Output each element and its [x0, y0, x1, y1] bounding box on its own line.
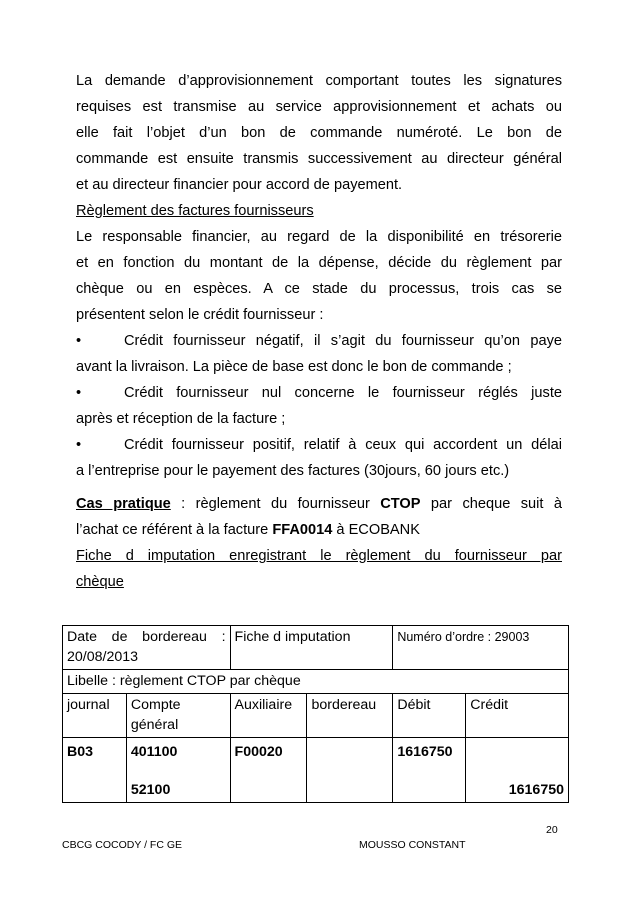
heading-text: Règlement des factures fournisseurs: [76, 203, 314, 219]
document-body: [76, 68, 562, 595]
text-line: commande est ensuite transmis successivement au directeur général: [76, 151, 562, 167]
date-value: 20/08/2013: [67, 649, 139, 665]
debit-cell: 1616750: [393, 738, 466, 803]
invoice-number: FFA0014: [272, 522, 333, 538]
list-item-continuation: a l’entreprise pour le payement des factures (30jours, 60 jours etc.): [76, 463, 510, 479]
text-line: requises est transmise au service approvisionnement et achats ou: [76, 99, 562, 115]
text-line: La demande d’approvisionnement comportant toutes les signatures: [76, 73, 562, 89]
text-line: présentent selon le crédit fournisseur :: [76, 307, 324, 323]
text-line: l’achat ce référent à la facture FFA0014 à ECOBANK: [76, 522, 420, 538]
table-row: [63, 738, 569, 803]
bullet-icon: •: [76, 385, 82, 401]
list-item: • Crédit fournisseur positif, relatif à ceux qui accordent un délai: [76, 432, 562, 458]
text-line: Cas pratique : règlement du fournisseur CTOP par cheque suit à: [76, 496, 562, 512]
text-line: elle fait l’objet d’un bon de commande numéroté. Le bon de: [76, 125, 562, 141]
section-heading-fiche: [76, 543, 562, 595]
text-line: chèque ou en espèces. A ce stade du processus, trois cas se: [76, 281, 562, 297]
auxiliaire-cell: F00020: [230, 738, 307, 803]
supplier-name: CTOP: [380, 496, 421, 512]
bullet-icon: •: [76, 437, 82, 453]
list-item-continuation: après et réception de la facture ;: [76, 411, 286, 427]
fiche-title-cell: Fiche d imputation: [230, 626, 393, 670]
date-label: Date de bordereau :: [67, 629, 226, 645]
list-item: • Crédit fournisseur négatif, il s’agit du fournisseur qu’on paye: [76, 328, 562, 354]
footer-institution: CBCG COCODY / FC GE: [62, 839, 182, 851]
page-number: 20: [546, 824, 558, 836]
bullet-list: [76, 328, 562, 484]
list-item: • Crédit fournisseur nul concerne le fournisseur réglés juste: [76, 380, 562, 406]
paragraph-responsable-financier: [76, 224, 562, 328]
text-line: et au directeur financier pour accord de payement.: [76, 177, 403, 193]
text-line: Le responsable financier, au regard de la disponibilité en trésorerie: [76, 229, 562, 245]
list-item-continuation: avant la livraison. La pièce de base est donc le bon de commande ;: [76, 359, 512, 375]
compte-cell: 401100 52100: [126, 738, 230, 803]
column-header: journal: [63, 694, 127, 738]
bullet-icon: •: [76, 333, 82, 349]
heading-line: chèque: [76, 574, 124, 590]
heading-line: Fiche d imputation enregistrant le règlement du fournisseur par: [76, 548, 562, 564]
libelle-row: [63, 670, 569, 694]
bordereau-cell: [307, 738, 393, 803]
imputation-table: [62, 625, 569, 803]
cas-pratique-label: Cas pratique: [76, 496, 171, 512]
paragraph-approvisionnement: [76, 68, 562, 198]
column-header: Crédit: [466, 694, 569, 738]
column-header: Débit: [393, 694, 466, 738]
journal-cell: B03: [63, 738, 127, 803]
section-heading-reglement: [76, 198, 562, 224]
text-line: et en fonction du montant de la dépense, décide du règlement par: [76, 255, 562, 271]
paragraph-cas-pratique: [76, 491, 562, 543]
credit-cell: 1616750: [466, 738, 569, 803]
date-bordereau-cell: [63, 626, 231, 670]
libelle-cell: Libelle : règlement CTOP par chèque: [63, 670, 569, 694]
column-header-row: [63, 694, 569, 738]
column-header: Auxiliaire: [230, 694, 307, 738]
table-header-row: [63, 626, 569, 670]
order-number-cell: Numéro d’ordre : 29003: [393, 626, 569, 670]
column-header: bordereau: [307, 694, 393, 738]
column-header: Compte général: [126, 694, 230, 738]
footer-author: MOUSSO CONSTANT: [359, 839, 466, 851]
